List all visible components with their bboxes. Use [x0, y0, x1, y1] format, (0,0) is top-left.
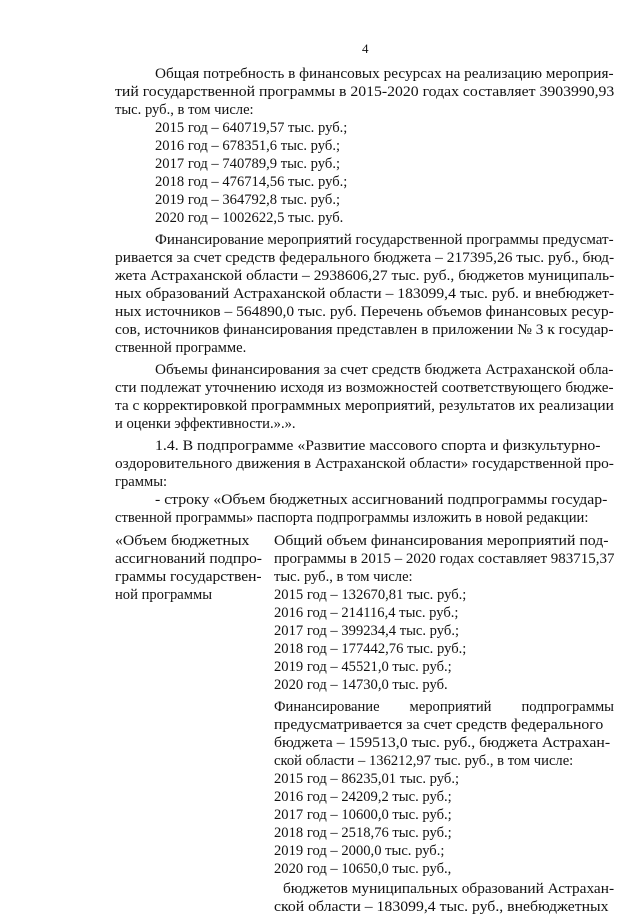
text-line-r8: 2019 год – 45521,0 тыс. руб.; [274, 659, 452, 675]
text-line-r18: 2019 год – 2000,0 тыс. руб.; [274, 843, 445, 859]
text-line-l5: 2016 год – 678351,6 тыс. руб.; [155, 138, 341, 154]
text-line-l3: тыс. руб., в том числе: [115, 102, 254, 118]
text-line-l1: Общая потребность в финансовых ресурсах на реализацию мероприя- [155, 66, 614, 82]
text-line-r13: ской области – 136212,97 тыс. руб., в том числе: [274, 753, 574, 769]
text-line-l8: 2019 год – 364792,8 тыс. руб.; [155, 192, 341, 208]
text-line-r14: 2015 год – 86235,01 тыс. руб.; [274, 771, 460, 787]
text-line-l13: ных образований Астраханской области – 183099,4 тыс. руб. и внебюджет- [115, 286, 615, 302]
text-line-l25: ственной программы» паспорта подпрограммы изложить в новой редакции: [115, 510, 589, 526]
word: подпрограммы [521, 699, 614, 715]
text-line-c2: ассигнований подпро- [115, 551, 262, 567]
text-line-c3: граммы государствен- [115, 569, 262, 585]
text-line-r10 [274, 699, 614, 716]
text-line-l15: сов, источников финансирования представлен в приложении № 3 к государ- [115, 322, 614, 338]
text-line-r6: 2017 год – 399234,4 тыс. руб.; [274, 623, 460, 639]
text-line-l12: жета Астраханской области – 2938606,27 тыс. руб., бюджетов муниципаль- [115, 268, 615, 284]
text-line-l16: ственной программе. [115, 340, 247, 356]
text-line-l6: 2017 год – 740789,9 тыс. руб.; [155, 156, 341, 172]
text-line-l2: тий государственной программы в 2015-2020 годах составляет 3903990,93 [115, 84, 615, 100]
page-number: 4 [362, 41, 369, 56]
text-line-l23: граммы: [115, 474, 168, 490]
text-line-r7: 2018 год – 177442,76 тыс. руб.; [274, 641, 467, 657]
text-line-r20: бюджетов муниципальных образований Астрахан- [283, 881, 615, 897]
text-line-l7: 2018 год – 476714,56 тыс. руб.; [155, 174, 348, 190]
text-line-r21: ской области – 183099,4 тыс. руб., внебюджетных [274, 899, 609, 915]
text-line-l24: - строку «Объем бюджетных ассигнований подпрограммы государ- [155, 492, 608, 508]
text-line-r17: 2018 год – 2518,76 тыс. руб.; [274, 825, 452, 841]
text-line-r9: 2020 год – 14730,0 тыс. руб. [274, 677, 448, 693]
text-line-r1: Общий объем финансирования мероприятий под- [274, 533, 609, 549]
text-line-r4: 2015 год – 132670,81 тыс. руб.; [274, 587, 467, 603]
text-line-l20: и оценки эффективности.».». [115, 416, 296, 432]
word: мероприятий [409, 699, 492, 715]
text-line-c4: ной программы [115, 587, 213, 603]
text-line-r3: тыс. руб., в том числе: [274, 569, 413, 585]
text-line-l17: Объемы финансирования за счет средств бюджета Астраханской обла- [155, 362, 614, 378]
text-line-r11: предусматривается за счет средств федерального [274, 717, 604, 733]
text-line-r16: 2017 год – 10600,0 тыс. руб.; [274, 807, 452, 823]
text-line-r5: 2016 год – 214116,4 тыс. руб.; [274, 605, 459, 621]
text-line-r19: 2020 год – 10650,0 тыс. руб., [274, 861, 452, 877]
text-line-l22: оздоровительного движения в Астраханской области» государственной про- [115, 456, 614, 472]
word: Финансирование [274, 699, 380, 715]
text-line-l19: та с корректировкой программных мероприятий, результатов их реализации [115, 398, 614, 414]
text-line-l18: сти подлежат уточнению исходя из возможностей соответствующего бюдже- [115, 380, 614, 396]
text-line-r12: бюджета – 159513,0 тыс. руб., бюджета Астрахан- [274, 735, 611, 751]
text-line-l14: ных источников – 564890,0 тыс. руб. Перечень объемов финансовых ресур- [115, 304, 614, 320]
text-line-l21: 1.4. В подпрограмме «Развитие массового спорта и физкультурно- [155, 438, 601, 454]
text-line-l10: Финансирование мероприятий государственной программы предусмат- [155, 232, 614, 248]
text-line-c1: «Объем бюджетных [115, 533, 250, 549]
text-line-r15: 2016 год – 24209,2 тыс. руб.; [274, 789, 452, 805]
text-line-l9: 2020 год – 1002622,5 тыс. руб. [155, 210, 344, 226]
text-line-r2: программы в 2015 – 2020 годах составляет 983715,37 [274, 551, 615, 567]
text-line-l4: 2015 год – 640719,57 тыс. руб.; [155, 120, 348, 136]
text-line-l11: ривается за счет средств федерального бюджета – 217395,26 тыс. руб., бюд- [115, 250, 615, 266]
